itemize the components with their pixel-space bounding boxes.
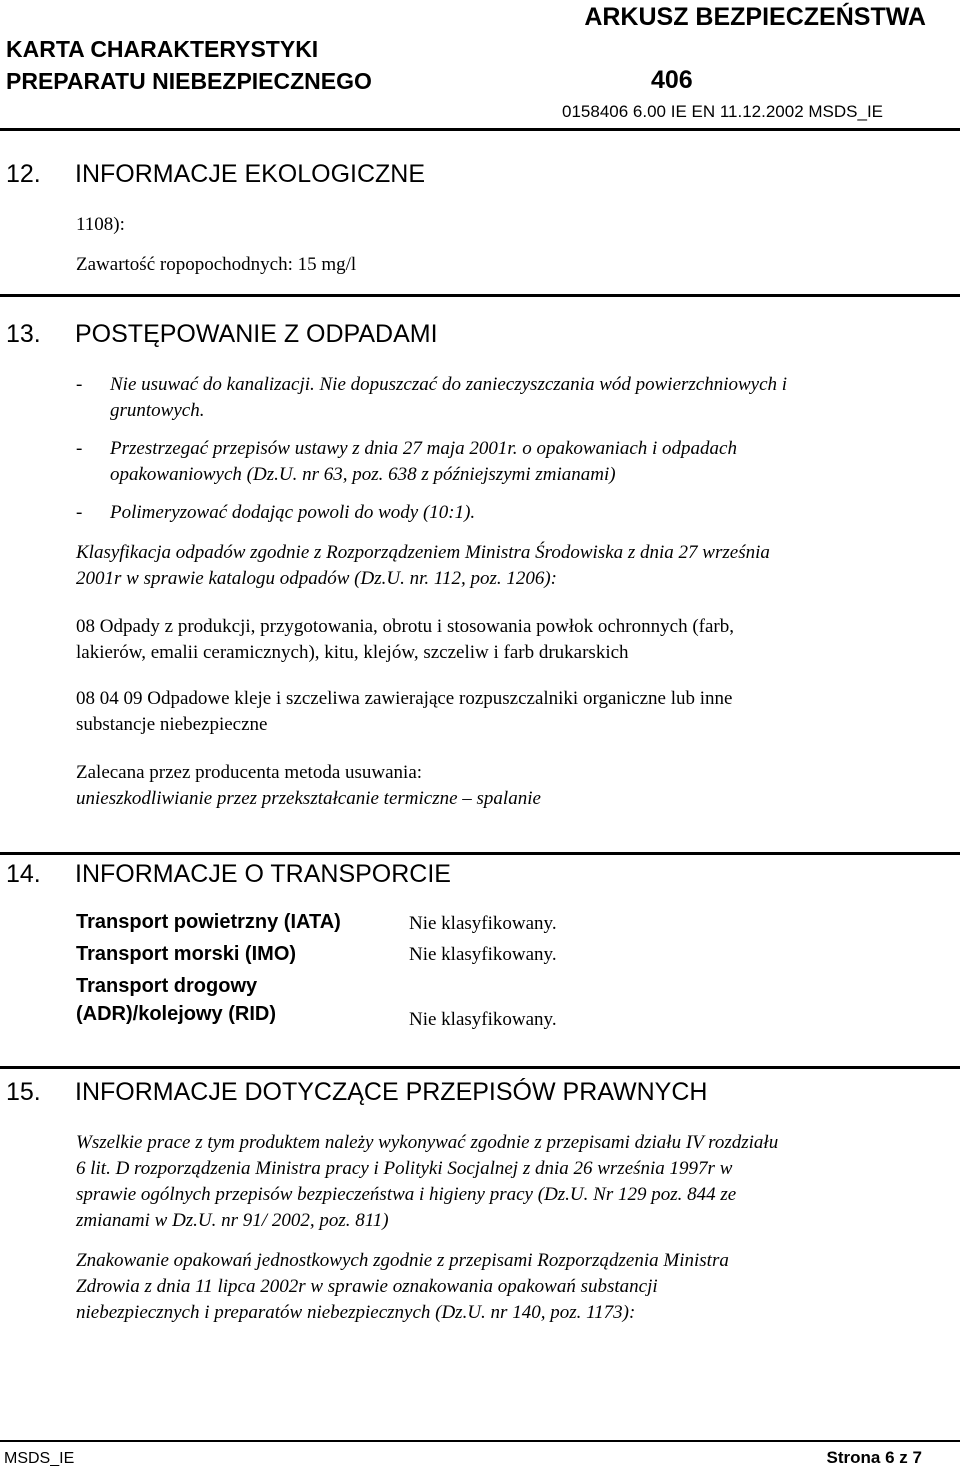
bullet-dash: - — [76, 374, 83, 395]
transport-sea-label: Transport morski (IMO) — [76, 943, 297, 965]
bullet-dash: - — [76, 502, 83, 523]
waste-classification-line2: 2001r w sprawie katalogu odpadów (Dz.U. nr. 112, poz. 1206): — [76, 568, 557, 589]
bullet-1-line1: Nie usuwać do kanalizacji. Nie dopuszczać do zanieczyszczania wód powierzchniowych i — [110, 374, 788, 395]
bullet-2-line1: Przestrzegać przepisów ustawy z dnia 27 maja 2001r. o opakowaniach i odpadach — [110, 438, 737, 459]
waste-code-08-line1: 08 Odpady z produkcji, przygotowania, obrotu i stosowania powłok ochronnych (farb, — [76, 616, 734, 637]
footer-doc-id: MSDS_IE — [4, 1450, 75, 1467]
header-title-line1: KARTA CHARAKTERYSTYKI — [6, 36, 319, 62]
bullet-dash: - — [76, 438, 83, 459]
section-14-rule — [0, 1066, 960, 1069]
waste-code-08-line2: lakierów, emalii ceramicznych), kitu, klejów, szczeliw i farb drukarskich — [76, 642, 629, 663]
waste-code-080409-line2: substancje niebezpieczne — [76, 714, 268, 735]
bullet-3-line1: Polimeryzować dodając powoli do wody (10:1). — [110, 502, 476, 523]
regulations-p2-line2: Zdrowia z dnia 11 lipca 2002r w sprawie oznakowania opakowań substancji — [76, 1276, 658, 1297]
header-rule — [0, 128, 960, 131]
sec12-line1: 1108): — [76, 214, 125, 235]
sheet-number: 406 — [651, 66, 693, 94]
disposal-method-value: unieszkodliwianie przez przekształcanie termiczne – spalanie — [76, 788, 541, 809]
bullet-2-line2: opakowaniowych (Dz.U. nr 63, poz. 638 z późniejszymi zmianami) — [110, 464, 616, 485]
transport-air-label: Transport powietrzny (IATA) — [76, 911, 341, 933]
section-12-number: 12. — [6, 160, 41, 188]
section-13-title: POSTĘPOWANIE Z ODPADAMI — [75, 320, 438, 348]
doc-code: 0158406 6.00 IE EN 11.12.2002 MSDS_IE — [562, 102, 884, 121]
transport-air-value: Nie klasyfikowany. — [409, 913, 557, 934]
regulations-p1-line4: zmianami w Dz.U. nr 91/ 2002, poz. 811) — [76, 1210, 389, 1231]
section-14-number: 14. — [6, 860, 41, 888]
section-15-title: INFORMACJE DOTYCZĄCE PRZEPISÓW PRAWNYCH — [75, 1078, 708, 1106]
waste-classification-line1: Klasyfikacja odpadów zgodnie z Rozporządzeniem Ministra Środowiska z dnia 27 września — [76, 542, 770, 563]
bullet-1-line2: gruntowych. — [110, 400, 205, 421]
regulations-p1-line2: 6 lit. D rozporządzenia Ministra pracy i Polityki Socjalnej z dnia 26 września 1997r w — [76, 1158, 733, 1179]
footer-rule — [0, 1440, 960, 1442]
regulations-p2-line1: Znakowanie opakowań jednostkowych zgodnie z przepisami Rozporządzenia Ministra — [76, 1250, 729, 1271]
regulations-p1-line1: Wszelkie prace z tym produktem należy wykonywać zgodnie z przepisami działu IV rozdziału — [76, 1132, 779, 1153]
header-right-title: ARKUSZ BEZPIECZEŃSTWA — [584, 3, 926, 31]
section-15-number: 15. — [6, 1078, 41, 1106]
section-12-title: INFORMACJE EKOLOGICZNE — [75, 160, 426, 188]
page-separator: z — [899, 1448, 908, 1467]
page-total: 7 — [912, 1448, 922, 1467]
page-current: 6 — [885, 1448, 895, 1467]
section-14-title: INFORMACJE O TRANSPORCIE — [75, 860, 451, 888]
header-title-line2: PREPARATU NIEBEZPIECZNEGO — [6, 68, 372, 94]
transport-road-label-line2: (ADR)/kolejowy (RID) — [76, 1003, 276, 1025]
section-13-rule — [0, 852, 960, 855]
page-label: Strona — [826, 1448, 881, 1467]
section-13-number: 13. — [6, 320, 41, 348]
sec12-line2: Zawartość ropopochodnych: 15 mg/l — [76, 254, 357, 275]
regulations-p1-line3: sprawie ogólnych przepisów bezpieczeństwa i higieny pracy (Dz.U. Nr 129 poz. 844 ze — [76, 1184, 737, 1205]
transport-sea-value: Nie klasyfikowany. — [409, 944, 557, 965]
section-12-rule — [0, 294, 960, 297]
regulations-p2-line3: niebezpiecznych i preparatów niebezpiecznych (Dz.U. nr 140, poz. 1173): — [76, 1302, 636, 1323]
page-indicator — [827, 1448, 922, 1468]
waste-code-080409-line1: 08 04 09 Odpadowe kleje i szczeliwa zawierające rozpuszczalniki organiczne lub inne — [76, 688, 733, 709]
disposal-method-label: Zalecana przez producenta metoda usuwania: — [76, 762, 423, 783]
transport-road-value: Nie klasyfikowany. — [409, 1009, 557, 1030]
transport-road-label-line1: Transport drogowy — [76, 975, 258, 997]
